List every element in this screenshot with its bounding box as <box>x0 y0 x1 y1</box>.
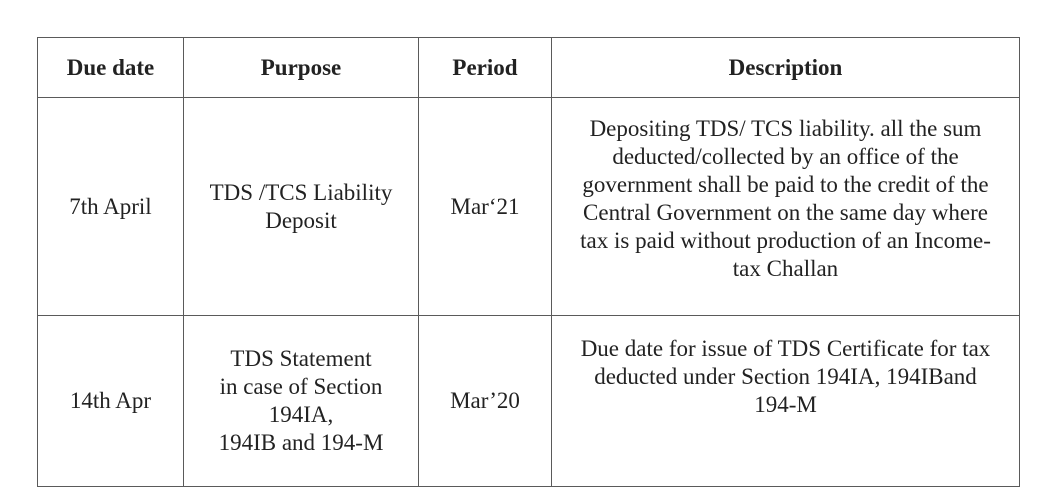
table-header-row <box>38 38 1020 98</box>
description-cell <box>552 316 1020 487</box>
due-date-text: 7th April <box>69 193 152 219</box>
header-due-date: Due date <box>38 38 184 98</box>
header-purpose: Purpose <box>184 38 419 98</box>
purpose-cell <box>184 98 419 316</box>
description-text: Due date for issue of TDS Certificate for tax deducted under Section 194IA, 194IBand 194-M <box>580 336 991 417</box>
period-cell <box>419 98 552 316</box>
period-text: Mar’20 <box>450 388 520 413</box>
due-date-text: 14th Apr <box>69 388 152 413</box>
table-row <box>38 98 1020 316</box>
description-text: Depositing TDS/ TCS liability. all the sum deducted/collected by an office of the government shall be paid to the credit of the Central Government on the same day where tax is paid without production of an Income- tax Challan <box>580 116 991 281</box>
purpose-text: TDS /TCS Liability Deposit <box>209 179 393 233</box>
due-date-cell <box>38 98 184 316</box>
table-row <box>38 316 1020 487</box>
due-date-cell <box>38 316 184 487</box>
period-text: Mar‘21 <box>450 193 520 219</box>
purpose-cell <box>184 316 419 487</box>
period-cell <box>419 316 552 487</box>
header-description: Description <box>552 38 1020 98</box>
purpose-text: TDS Statement in case of Section 194IA, 194IB and 194-M <box>218 346 384 455</box>
description-cell <box>552 98 1020 316</box>
due-dates-table <box>37 37 1020 487</box>
header-period: Period <box>419 38 552 98</box>
